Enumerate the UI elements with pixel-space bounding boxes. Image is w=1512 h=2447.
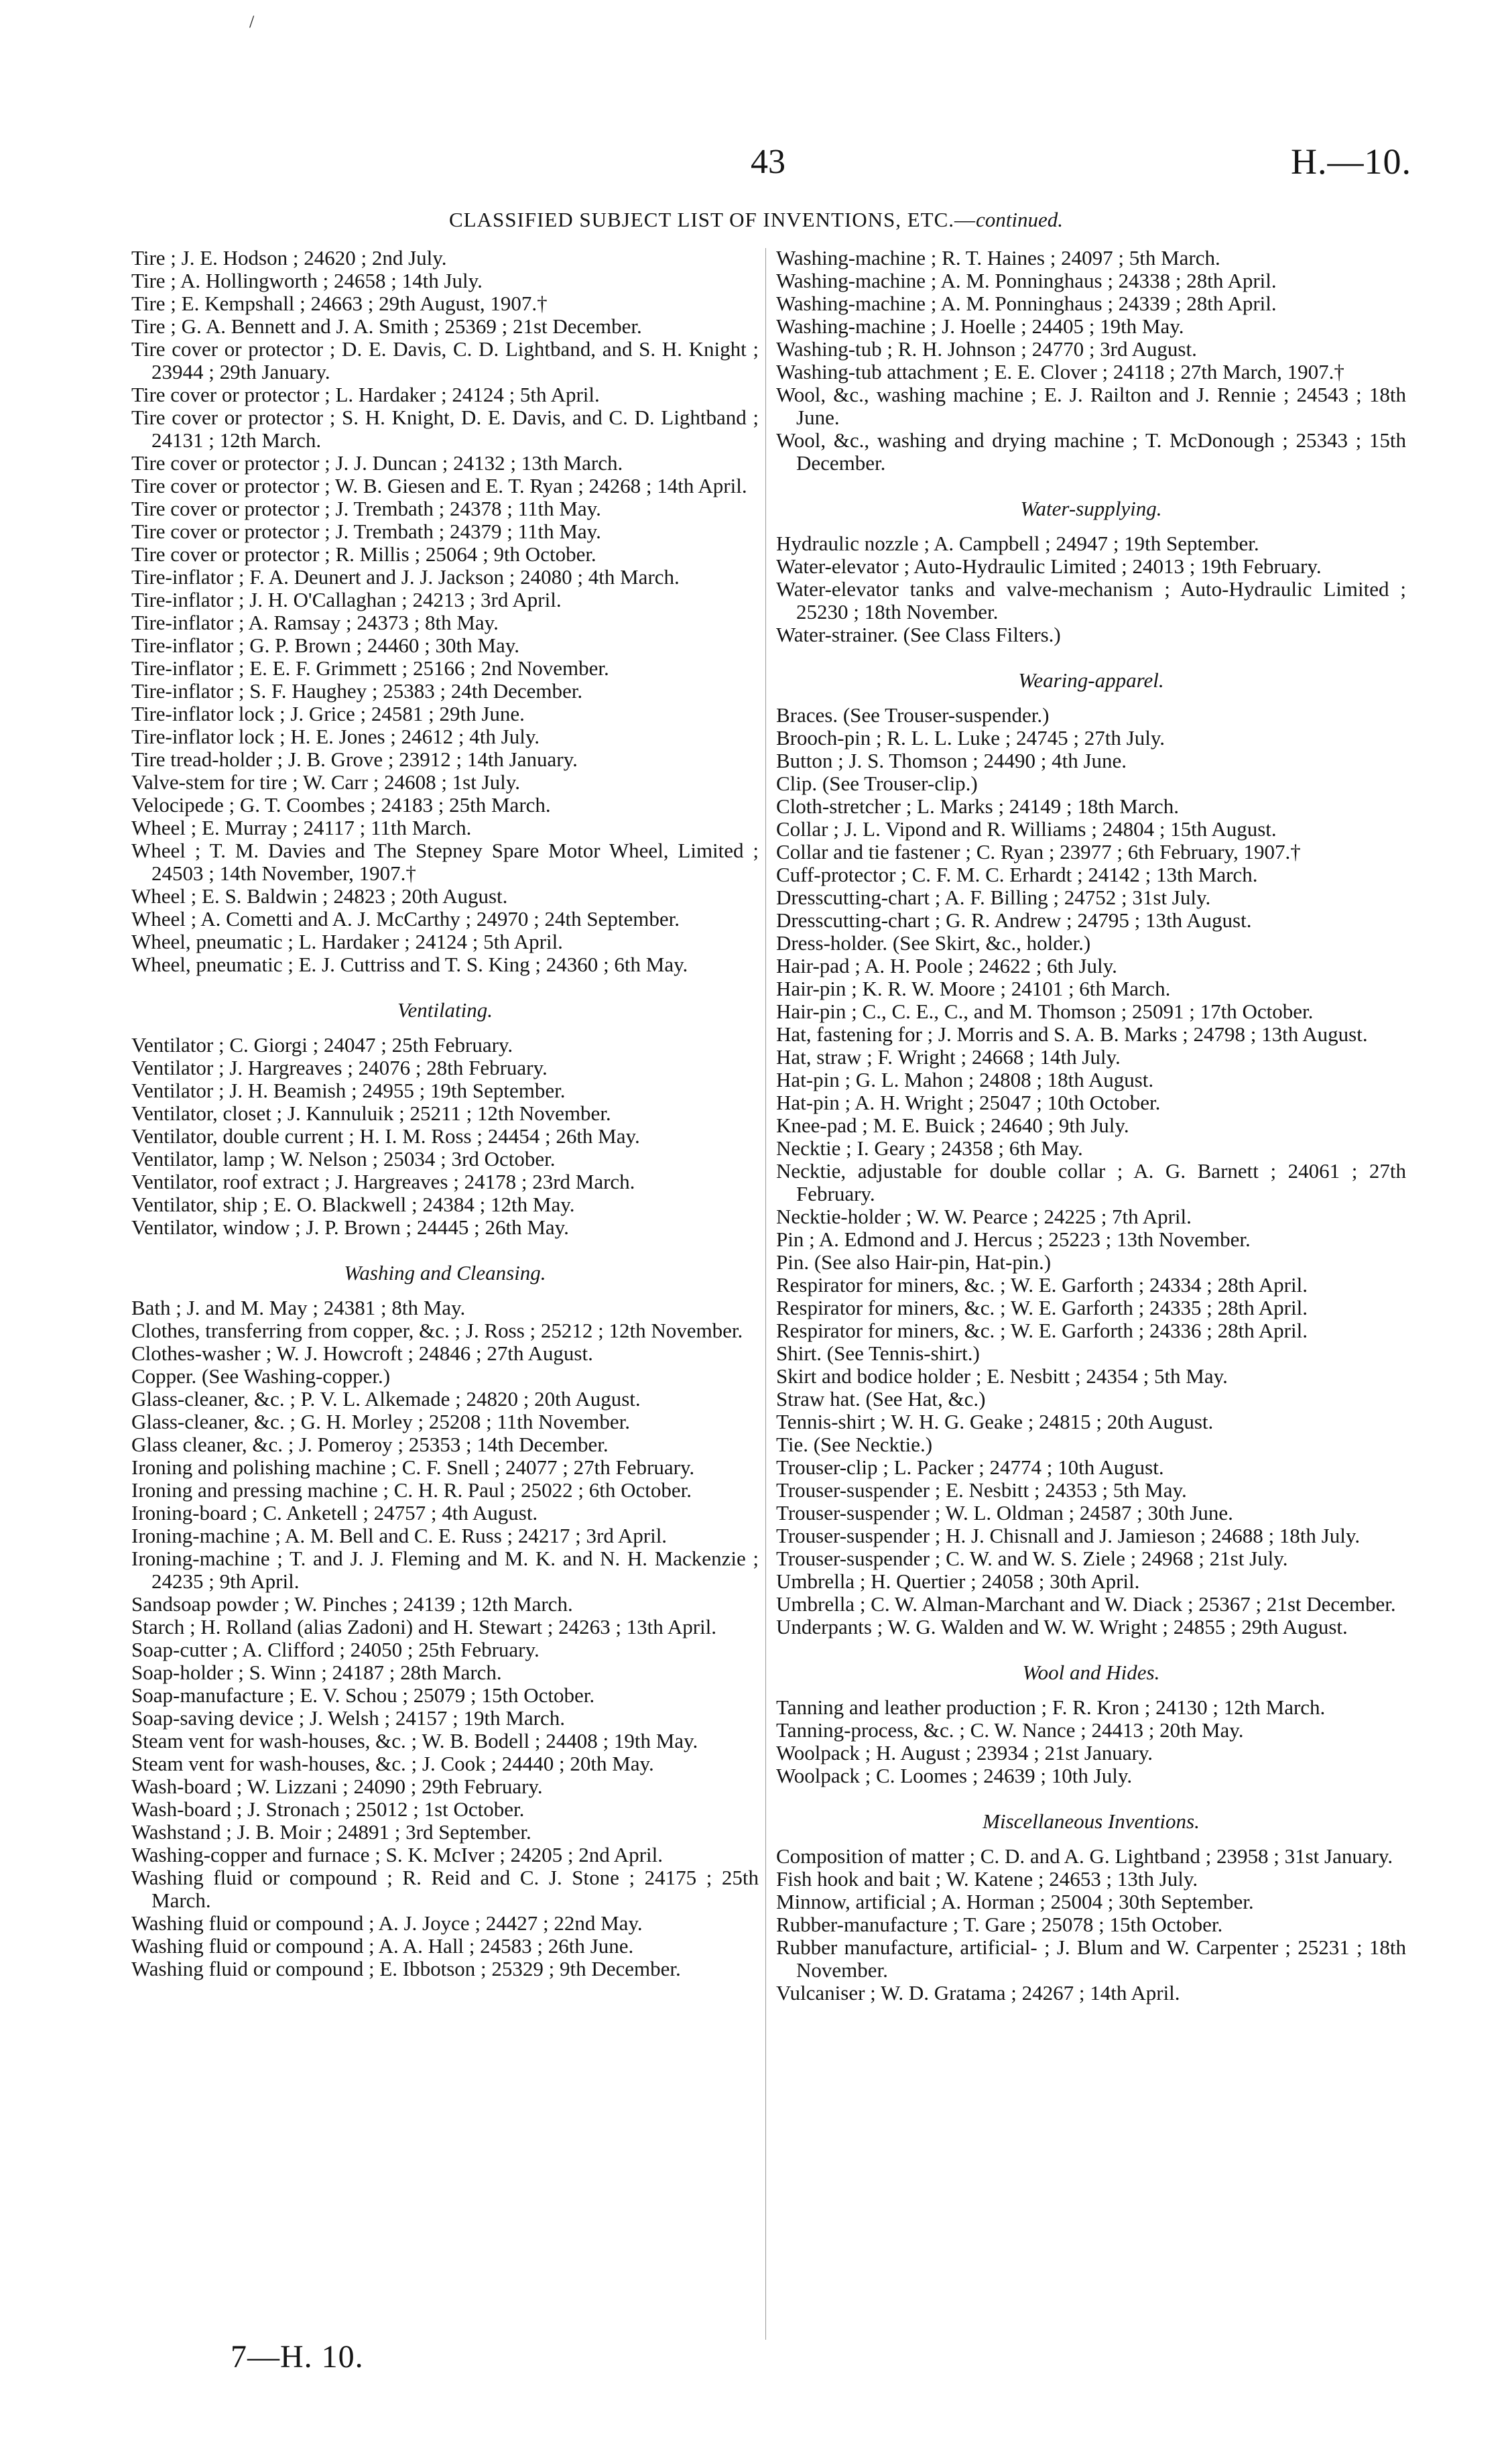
section-ventilating	[131, 1034, 759, 1239]
list-entry: Clip. (See Trouser-clip.)	[776, 772, 978, 795]
list-entry: Glass cleaner, &c. ; J. Pomeroy ; 25353 ; 14th December.	[131, 1433, 609, 1456]
list-entry: Washing-machine ; A. M. Ponninghaus ; 24339 ; 28th April.	[776, 292, 1277, 315]
list-entry: Ventilator, roof extract ; J. Hargreaves ; 24178 ; 23rd March.	[131, 1170, 635, 1193]
list-entry: Trouser-suspender ; E. Nesbitt ; 24353 ; 5th May.	[776, 1478, 1187, 1502]
list-entry: Knee-pad ; M. E. Buick ; 24640 ; 9th July.	[776, 1114, 1129, 1137]
list-entry: Tire cover or protector ; J. J. Duncan ; 24132 ; 13th March.	[131, 451, 623, 475]
list-entry: Tire cover or protector ; J. Trembath ; 24378 ; 11th May.	[131, 497, 601, 520]
list-entry: Tire-inflator ; A. Ramsay ; 24373 ; 8th May.	[131, 611, 499, 634]
list-entry: Tire-inflator ; E. E. F. Grimmett ; 25166 ; 2nd November.	[131, 656, 609, 680]
list-entry: Clothes, transferring from copper, &c. ; J. Ross ; 25212 ; 12th November.	[131, 1319, 743, 1342]
list-entry: Ironing and polishing machine ; C. F. Snell ; 24077 ; 27th February.	[131, 1455, 695, 1479]
list-entry: Hat, fastening for ; J. Morris and S. A. B. Marks ; 24798 ; 13th August.	[776, 1022, 1368, 1046]
list-entry: Hair-pin ; C., C. E., C., and M. Thomson ; 25091 ; 17th October.	[776, 1000, 1314, 1023]
list-entry: Necktie ; I. Geary ; 24358 ; 6th May.	[776, 1136, 1083, 1160]
list-entry: Shirt. (See Tennis-shirt.)	[776, 1341, 980, 1365]
list-entry: Washing-copper and furnace ; S. K. McIver ; 24205 ; 2nd April.	[131, 1843, 663, 1866]
list-entry: Woolpack ; C. Loomes ; 24639 ; 10th July.	[776, 1764, 1133, 1787]
list-entry: Wash-board ; J. Stronach ; 25012 ; 1st October.	[131, 1797, 525, 1821]
section-wearing	[776, 704, 1406, 1638]
list-entry: Ventilator ; C. Giorgi ; 24047 ; 25th February.	[131, 1033, 513, 1057]
list-entry: Necktie-holder ; W. W. Pearce ; 24225 ; 7th April.	[776, 1205, 1192, 1228]
list-entry: Tire cover or protector ; L. Hardaker ; 24124 ; 5th April.	[131, 383, 600, 406]
list-entry: Clothes-washer ; W. J. Howcroft ; 24846 ; 27th August.	[131, 1341, 593, 1365]
list-entry: Tire-inflator ; G. P. Brown ; 24460 ; 30th May.	[131, 634, 519, 657]
list-entry: Tire ; J. E. Hodson ; 24620 ; 2nd July.	[131, 246, 447, 270]
section-title-washing: Washing and Cleansing.	[344, 1261, 546, 1285]
list-entry: Water-strainer. (See Class Filters.)	[776, 623, 1061, 646]
list-entry: Sandsoap powder ; W. Pinches ; 24139 ; 12th March.	[131, 1592, 573, 1616]
section-title-wool: Wool and Hides.	[1022, 1661, 1160, 1684]
list-entry: Tire-inflator ; S. F. Haughey ; 25383 ; 24th December.	[131, 679, 583, 703]
list-entry: Hat-pin ; A. H. Wright ; 25047 ; 10th October.	[776, 1091, 1161, 1114]
list-entry: Tennis-shirt ; W. H. G. Geake ; 24815 ; 20th August.	[776, 1410, 1214, 1433]
list-entry: Tire-inflator lock ; J. Grice ; 24581 ; 29th June.	[131, 702, 525, 725]
list-entry: Bath ; J. and M. May ; 24381 ; 8th May.	[131, 1296, 466, 1319]
section-transport-continued	[131, 247, 759, 976]
list-entry: Collar ; J. L. Vipond and R. Williams ; 24804 ; 15th August.	[776, 817, 1277, 841]
list-entry: Washing-tub attachment ; E. E. Clover ; 24118 ; 27th March, 1907.†	[776, 360, 1344, 383]
list-entry: Wool, &c., washing and drying machine ; T. McDonough ; 25343 ; 15th December.	[776, 428, 1406, 475]
list-entry: Washing fluid or compound ; R. Reid and C. J. Stone ; 24175 ; 25th March.	[131, 1866, 759, 1912]
list-entry: Water-elevator ; Auto-Hydraulic Limited ; 24013 ; 19th February.	[776, 554, 1322, 578]
list-entry: Washing-tub ; R. H. Johnson ; 24770 ; 3rd August.	[776, 337, 1197, 361]
list-entry: Tire-inflator ; J. H. O'Callaghan ; 24213 ; 3rd April.	[131, 588, 562, 611]
list-entry: Pin ; A. Edmond and J. Hercus ; 25223 ; 13th November.	[776, 1228, 1251, 1251]
list-entry: Tire-inflator ; F. A. Deunert and J. J. Jackson ; 24080 ; 4th March.	[131, 565, 680, 589]
left-column	[131, 247, 759, 1980]
list-entry: Composition of matter ; C. D. and A. G. Lightband ; 23958 ; 31st January.	[776, 1844, 1393, 1868]
list-entry: Tire ; A. Hollingworth ; 24658 ; 14th July.	[131, 269, 483, 292]
list-entry: Trouser-suspender ; H. J. Chisnall and J. Jamieson ; 24688 ; 18th July.	[776, 1524, 1361, 1547]
list-entry: Glass-cleaner, &c. ; P. V. L. Alkemade ; 24820 ; 20th August.	[131, 1387, 641, 1411]
list-entry: Ventilator, window ; J. P. Brown ; 24445 ; 26th May.	[131, 1215, 569, 1239]
list-entry: Woolpack ; H. August ; 23934 ; 21st January.	[776, 1741, 1153, 1765]
section-title-water: Water-supplying.	[1020, 497, 1162, 520]
list-entry: Umbrella ; C. W. Alman-Marchant and W. Diack ; 25367 ; 21st December.	[776, 1592, 1396, 1616]
list-entry: Steam vent for wash-houses, &c. ; W. B. Bodell ; 24408 ; 19th May.	[131, 1729, 698, 1752]
list-entry: Trouser-suspender ; W. L. Oldman ; 24587 ; 30th June.	[776, 1501, 1233, 1525]
list-entry: Vulcaniser ; W. D. Gratama ; 24267 ; 14th April.	[776, 1981, 1180, 2005]
list-entry: Brooch-pin ; R. L. L. Luke ; 24745 ; 27th July.	[776, 726, 1166, 750]
column-divider	[765, 248, 766, 2340]
stray-mark: /	[249, 12, 255, 32]
list-entry: Dress-holder. (See Skirt, &c., holder.)	[776, 931, 1091, 955]
list-entry: Glass-cleaner, &c. ; G. H. Morley ; 25208 ; 11th November.	[131, 1410, 631, 1433]
section-water	[776, 532, 1406, 646]
list-entry: Ventilator, lamp ; W. Nelson ; 25034 ; 3rd October.	[131, 1147, 556, 1171]
list-entry: Washing fluid or compound ; E. Ibbotson ; 25329 ; 9th December.	[131, 1957, 681, 1980]
page-number: 43	[751, 143, 785, 181]
list-entry: Copper. (See Washing-copper.)	[131, 1364, 391, 1388]
list-entry: Tire ; G. A. Bennett and J. A. Smith ; 25369 ; 21st December.	[131, 314, 642, 338]
list-entry: Ironing-machine ; T. and J. J. Fleming and M. K. and N. H. Mackenzie ; 24235 ; 9th April.	[131, 1547, 759, 1593]
heading-title: CLASSIFIED SUBJECT LIST OF INVENTIONS, ETC.—	[448, 208, 976, 231]
list-entry: Ventilator, double current ; H. I. M. Ross ; 24454 ; 26th May.	[131, 1124, 640, 1148]
list-entry: Respirator for miners, &c. ; W. E. Garforth ; 24334 ; 28th April.	[776, 1273, 1308, 1297]
list-entry: Pin. (See also Hair-pin, Hat-pin.)	[776, 1250, 1052, 1274]
list-entry: Rubber manufacture, artificial- ; J. Blum and W. Carpenter ; 25231 ; 18th November.	[776, 1935, 1406, 1982]
list-entry: Washing-machine ; A. M. Ponninghaus ; 24338 ; 28th April.	[776, 269, 1277, 292]
list-entry: Ironing-board ; C. Anketell ; 24757 ; 4th August.	[131, 1501, 538, 1525]
list-entry: Wheel, pneumatic ; E. J. Cuttriss and T. S. King ; 24360 ; 6th May.	[131, 953, 688, 976]
document-code: H.—10.	[1291, 141, 1411, 182]
section-washing	[131, 1297, 759, 1980]
list-entry: Cloth-stretcher ; L. Marks ; 24149 ; 18th March.	[776, 794, 1179, 818]
section-wool	[776, 1696, 1406, 1787]
list-entry: Braces. (See Trouser-suspender.)	[776, 703, 1050, 727]
list-entry: Respirator for miners, &c. ; W. E. Garforth ; 24335 ; 28th April.	[776, 1296, 1308, 1319]
list-entry: Straw hat. (See Hat, &c.)	[776, 1387, 986, 1411]
list-entry: Tire cover or protector ; D. E. Davis, C. D. Lightband, and S. H. Knight ; 23944 ; 29th January.	[131, 337, 759, 383]
list-entry: Wheel ; T. M. Davies and The Stepney Spare Motor Wheel, Limited ; 24503 ; 14th November, 1907.†	[131, 839, 759, 885]
list-entry: Ironing-machine ; A. M. Bell and C. E. Russ ; 24217 ; 3rd April.	[131, 1524, 668, 1547]
section-misc	[776, 1845, 1406, 2005]
list-entry: Tanning-process, &c. ; C. W. Nance ; 24413 ; 20th May.	[776, 1718, 1244, 1742]
list-entry: Soap-holder ; S. Winn ; 24187 ; 28th March.	[131, 1661, 502, 1684]
list-entry: Respirator for miners, &c. ; W. E. Garforth ; 24336 ; 28th April.	[776, 1319, 1308, 1342]
list-entry: Hair-pad ; A. H. Poole ; 24622 ; 6th July.	[776, 954, 1117, 977]
list-entry: Skirt and bodice holder ; E. Nesbitt ; 24354 ; 5th May.	[776, 1364, 1228, 1388]
list-entry: Hydraulic nozzle ; A. Campbell ; 24947 ; 19th September.	[776, 532, 1259, 555]
section-title-wearing: Wearing-apparel.	[1018, 668, 1164, 692]
section-washing-continued	[776, 247, 1406, 475]
list-entry: Hair-pin ; K. R. W. Moore ; 24101 ; 6th March.	[776, 977, 1171, 1000]
footer-signature: 7—H. 10.	[231, 2339, 364, 2375]
list-entry: Cuff-protector ; C. F. M. C. Erhardt ; 24142 ; 13th March.	[776, 863, 1258, 886]
list-entry: Tire cover or protector ; J. Trembath ; 24379 ; 11th May.	[131, 520, 601, 543]
list-entry: Washing fluid or compound ; A. A. Hall ; 24583 ; 26th June.	[131, 1934, 634, 1958]
list-entry: Wheel ; E. Murray ; 24117 ; 11th March.	[131, 816, 472, 839]
list-entry: Minnow, artificial ; A. Horman ; 25004 ; 30th September.	[776, 1890, 1254, 1913]
list-entry: Hat, straw ; F. Wright ; 24668 ; 14th July.	[776, 1045, 1121, 1069]
list-entry: Hat-pin ; G. L. Mahon ; 24808 ; 18th August.	[776, 1068, 1154, 1091]
section-title-ventilating: Ventilating.	[397, 998, 493, 1022]
list-entry: Tie. (See Necktie.)	[776, 1433, 933, 1456]
heading-continued: continued.	[976, 208, 1064, 231]
list-entry: Steam vent for wash-houses, &c. ; J. Cook ; 24440 ; 20th May.	[131, 1752, 654, 1775]
list-entry: Soap-cutter ; A. Clifford ; 24050 ; 25th February.	[131, 1638, 540, 1661]
list-entry: Wheel ; A. Cometti and A. J. McCarthy ; 24970 ; 24th September.	[131, 907, 680, 931]
list-entry: Ventilator, closet ; J. Kannuluik ; 25211 ; 12th November.	[131, 1101, 611, 1125]
list-entry: Fish hook and bait ; W. Katene ; 24653 ; 13th July.	[776, 1867, 1198, 1891]
list-entry: Tanning and leather production ; F. R. Kron ; 24130 ; 12th March.	[776, 1695, 1326, 1719]
list-entry: Tire cover or protector ; S. H. Knight, D. E. Davis, and C. D. Lightband ; 24131 ; 12th March.	[131, 406, 759, 452]
list-entry: Ironing and pressing machine ; C. H. R. Paul ; 25022 ; 6th October.	[131, 1478, 692, 1502]
list-entry: Wheel, pneumatic ; L. Hardaker ; 24124 ; 5th April.	[131, 930, 563, 953]
list-entry: Tire-inflator lock ; H. E. Jones ; 24612 ; 4th July.	[131, 725, 540, 748]
list-entry: Tire cover or protector ; R. Millis ; 25064 ; 9th October.	[131, 542, 596, 566]
list-entry: Dresscutting-chart ; A. F. Billing ; 24752 ; 31st July.	[776, 886, 1211, 909]
list-entry: Washing-machine ; J. Hoelle ; 24405 ; 19th May.	[776, 314, 1184, 338]
list-entry: Ventilator, ship ; E. O. Blackwell ; 24384 ; 12th May.	[131, 1193, 575, 1216]
list-entry: Collar and tie fastener ; C. Ryan ; 23977 ; 6th February, 1907.†	[776, 840, 1301, 863]
list-entry: Underpants ; W. G. Walden and W. W. Wright ; 24855 ; 29th August.	[776, 1615, 1348, 1638]
list-entry: Dresscutting-chart ; G. R. Andrew ; 24795 ; 13th August.	[776, 908, 1252, 932]
list-entry: Wash-board ; W. Lizzani ; 24090 ; 29th February.	[131, 1775, 543, 1798]
list-entry: Velocipede ; G. T. Coombes ; 24183 ; 25th March.	[131, 793, 551, 817]
list-entry: Tire tread-holder ; J. B. Grove ; 23912 ; 14th January.	[131, 748, 578, 771]
list-entry: Wheel ; E. S. Baldwin ; 24823 ; 20th August.	[131, 884, 508, 908]
list-entry: Starch ; H. Rolland (alias Zadoni) and H. Stewart ; 24263 ; 13th April.	[131, 1615, 717, 1638]
list-entry: Ventilator ; J. H. Beamish ; 24955 ; 19th September.	[131, 1079, 566, 1102]
list-entry: Rubber-manufacture ; T. Gare ; 25078 ; 15th October.	[776, 1913, 1223, 1936]
list-entry: Soap-saving device ; J. Welsh ; 24157 ; 19th March.	[131, 1706, 565, 1730]
list-entry: Tire ; E. Kempshall ; 24663 ; 29th August, 1907.†	[131, 292, 548, 315]
list-entry: Washing fluid or compound ; A. J. Joyce ; 24427 ; 22nd May.	[131, 1911, 643, 1935]
list-entry: Umbrella ; H. Quertier ; 24058 ; 30th April.	[776, 1569, 1140, 1593]
page-heading	[0, 208, 1512, 232]
list-entry: Wool, &c., washing machine ; E. J. Railton and J. Rennie ; 24543 ; 18th June.	[776, 383, 1406, 429]
list-entry: Soap-manufacture ; E. V. Schou ; 25079 ; 15th October.	[131, 1683, 595, 1707]
list-entry: Trouser-suspender ; C. W. and W. S. Ziele ; 24968 ; 21st July.	[776, 1547, 1288, 1570]
list-entry: Necktie, adjustable for double collar ; A. G. Barnett ; 24061 ; 27th February.	[776, 1159, 1406, 1205]
list-entry: Washing-machine ; R. T. Haines ; 24097 ; 5th March.	[776, 246, 1220, 270]
list-entry: Tire cover or protector ; W. B. Giesen and E. T. Ryan ; 24268 ; 14th April.	[131, 474, 747, 497]
list-entry: Water-elevator tanks and valve-mechanism ; Auto-Hydraulic Limited ; 25230 ; 18th November.	[776, 577, 1406, 623]
list-entry: Washstand ; J. B. Moir ; 24891 ; 3rd September.	[131, 1820, 531, 1844]
list-entry: Button ; J. S. Thomson ; 24490 ; 4th June.	[776, 749, 1127, 772]
list-entry: Trouser-clip ; L. Packer ; 24774 ; 10th August.	[776, 1455, 1164, 1479]
section-title-misc: Miscellaneous Inventions.	[983, 1809, 1200, 1833]
list-entry: Valve-stem for tire ; W. Carr ; 24608 ; 1st July.	[131, 770, 521, 794]
right-column	[776, 247, 1406, 2005]
list-entry: Ventilator ; J. Hargreaves ; 24076 ; 28th February.	[131, 1056, 548, 1079]
